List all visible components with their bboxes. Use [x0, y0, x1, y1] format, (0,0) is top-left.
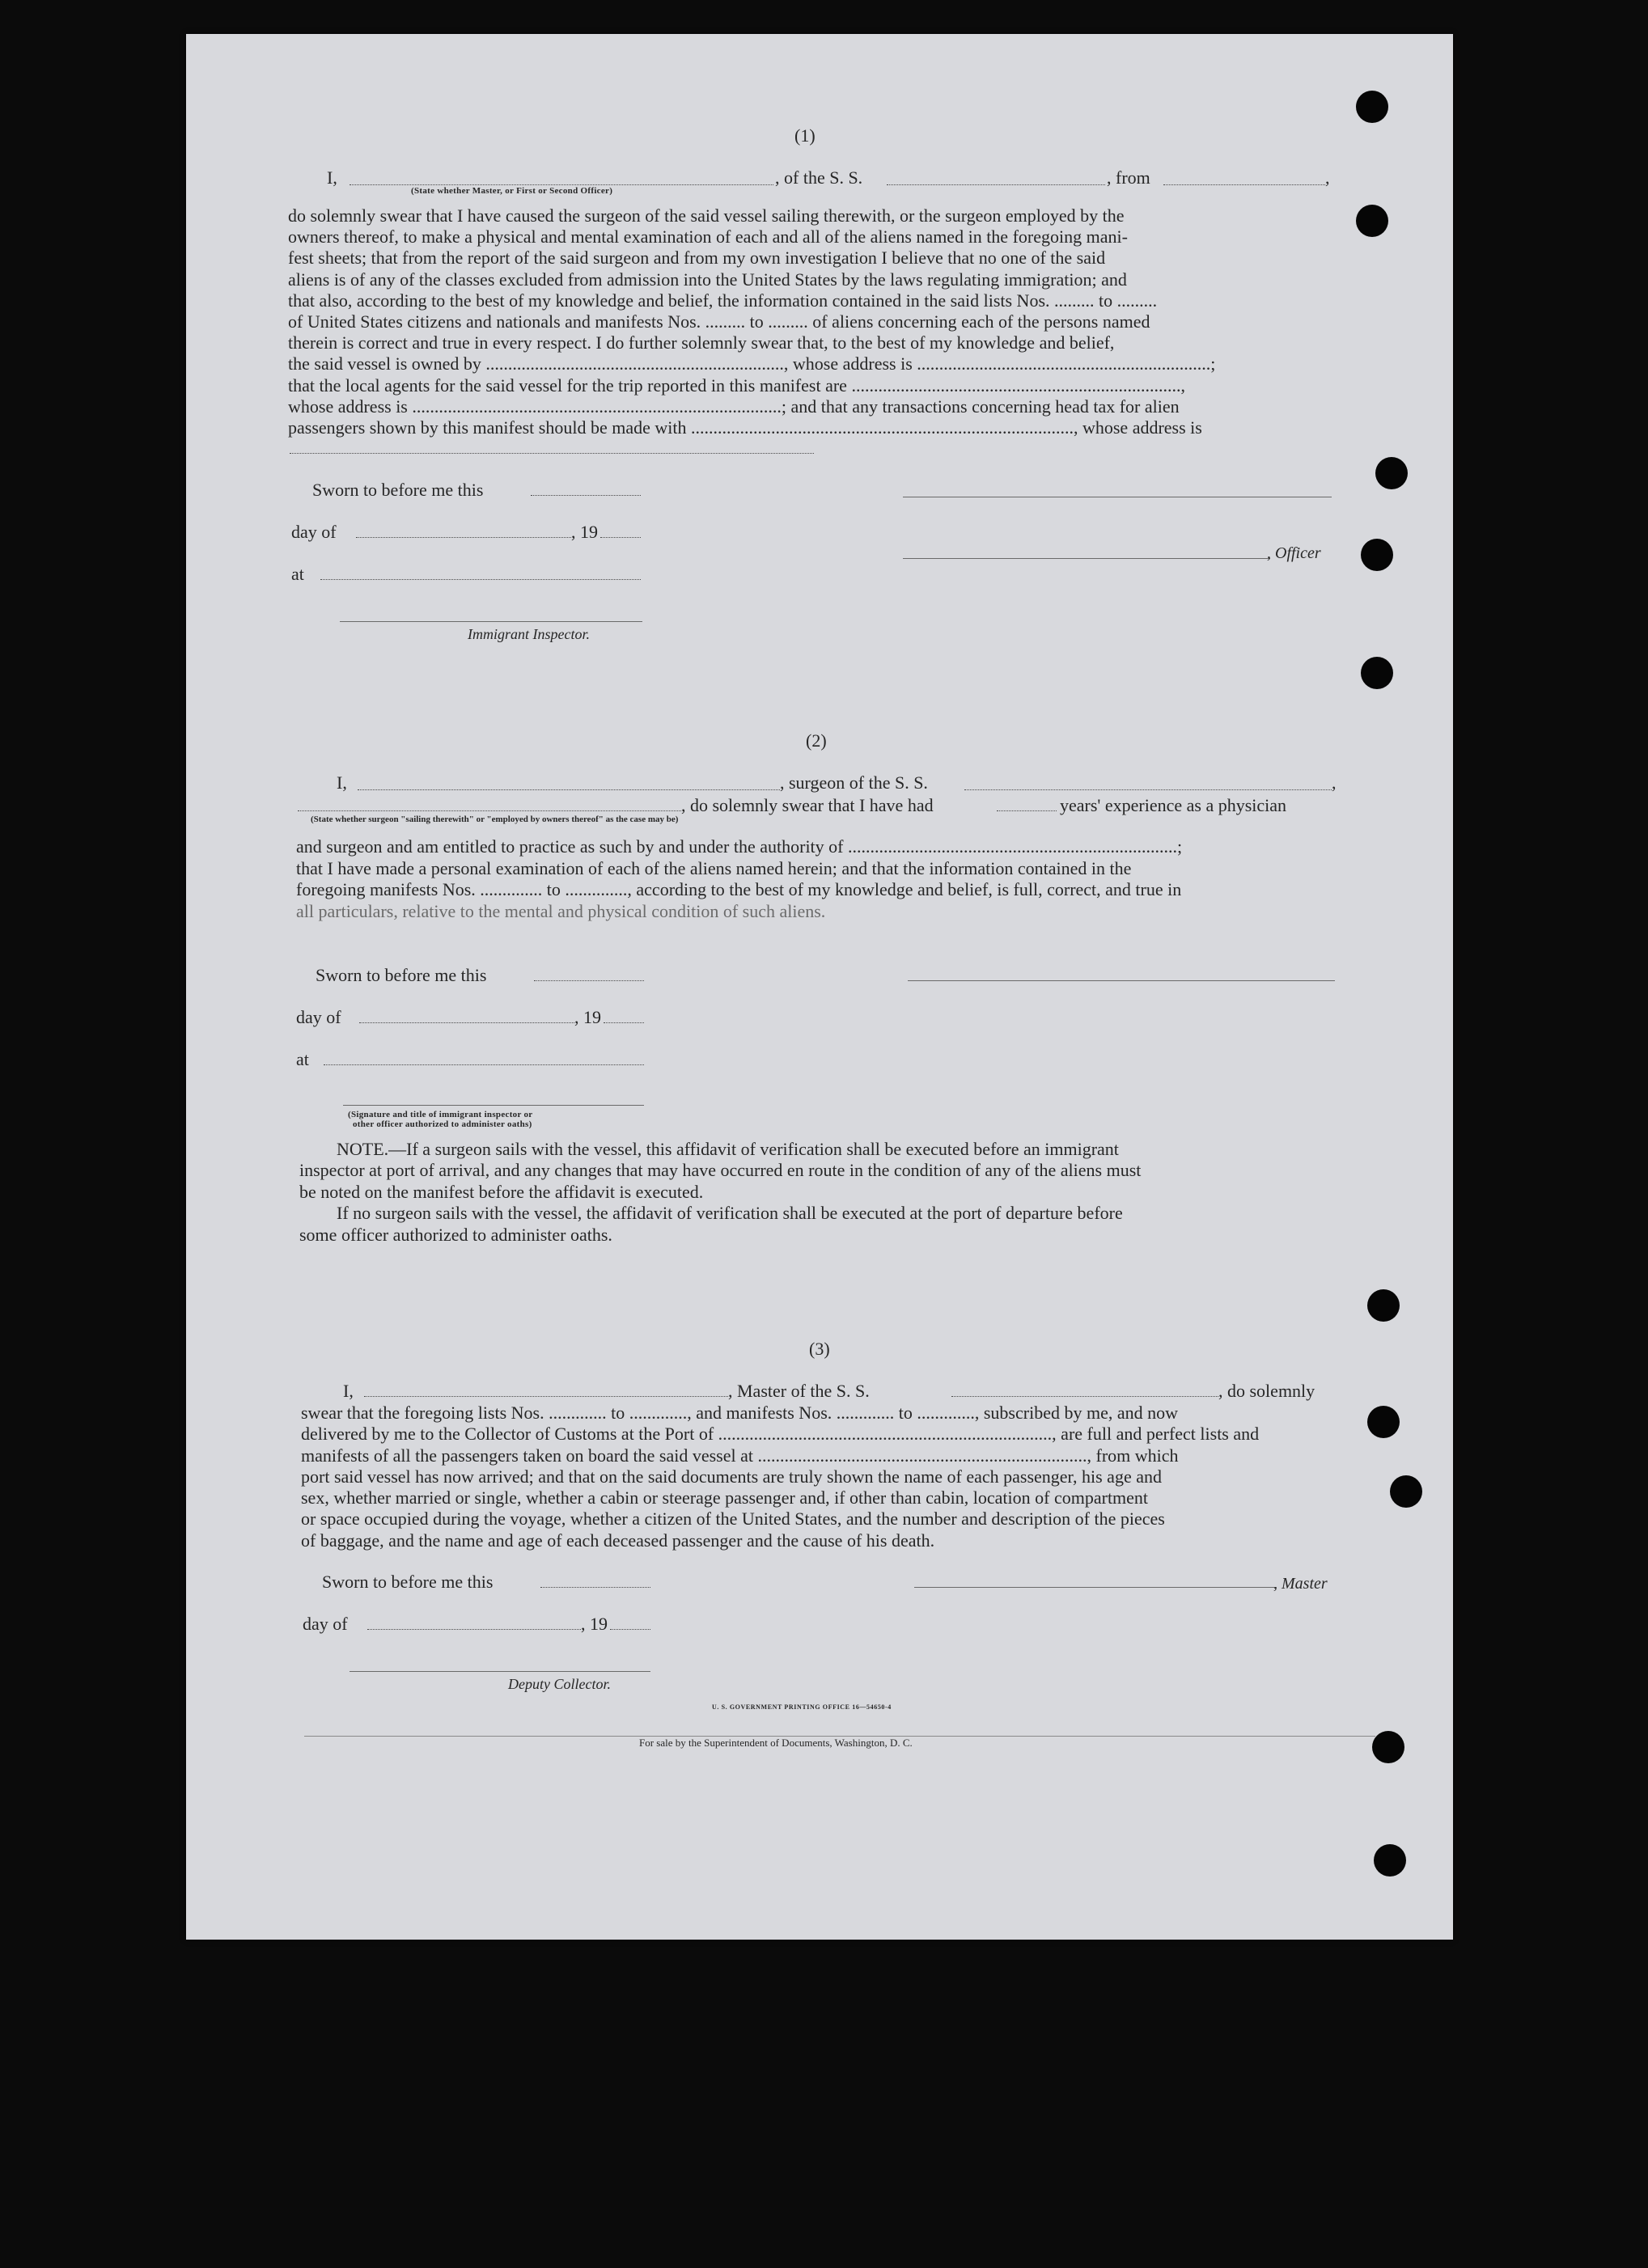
at-label: at: [291, 564, 304, 584]
officer-signature-line[interactable]: [903, 558, 1270, 559]
punch-hole: [1361, 657, 1393, 689]
body-line: whose address is ...................................................................................; and that any transactions concerning head tax for alien: [288, 396, 1180, 417]
section-3-i-label: I,: [343, 1381, 354, 1401]
sworn-date-field[interactable]: [540, 1587, 650, 1588]
body-line: all particulars, relative to the mental and physical condition of such aliens.: [296, 900, 826, 921]
printing-office-imprint: U. S. GOVERNMENT PRINTING OFFICE 16—54650-4: [712, 1703, 892, 1711]
body-line: manifests of all the passengers taken on board the said vessel at .........................................................................., from which: [301, 1445, 1179, 1466]
day-of-field[interactable]: [359, 1022, 574, 1023]
comma: ,: [1332, 772, 1337, 793]
punch-hole: [1356, 205, 1388, 237]
punch-hole: [1361, 539, 1393, 571]
comma: ,: [1325, 167, 1330, 188]
body-line: that also, according to the best of my knowledge and belief, the information contained in the said lists Nos. ......... to .........: [288, 290, 1158, 311]
sworn-label: Sworn to before me this: [316, 965, 487, 985]
section-3-body: [301, 1403, 1341, 1551]
surgeon-name-field[interactable]: [358, 789, 780, 790]
section-3-number: (3): [809, 1339, 830, 1359]
note-line: NOTE.—If a surgeon sails with the vessel, this affidavit of verification shall be executed before an immigrant: [337, 1139, 1119, 1159]
body-line: that I have made a personal examination of each of the aliens named herein; and that the information contained in the: [296, 857, 1132, 878]
day-of-label: day of: [303, 1614, 348, 1634]
surgeon-status-field[interactable]: [298, 810, 681, 811]
master-name-field[interactable]: [364, 1396, 728, 1397]
inspector-signature-line[interactable]: [343, 1105, 644, 1106]
day-of-label: day of: [296, 1007, 341, 1027]
body-line: of baggage, and the name and age of each deceased passenger and the cause of his death.: [301, 1530, 935, 1551]
years-experience-field[interactable]: [997, 810, 1057, 811]
body-line: that the local agents for the said vessel for the trip reported in this manifest are ..........................................................................,: [288, 374, 1185, 396]
master-signature-line[interactable]: [914, 1587, 1277, 1588]
surgeon-signature-line[interactable]: [908, 980, 1335, 981]
punch-hole: [1367, 1406, 1400, 1438]
year-label: , 19: [571, 522, 598, 542]
body-line: passengers shown by this manifest should be made with ......................................................................................, whose address is: [288, 417, 1202, 438]
punch-hole: [1367, 1289, 1400, 1322]
body-line: owners thereof, to make a physical and mental examination of each and all of the aliens named in the foregoing mani-: [288, 226, 1128, 248]
surgeon-status-note: (State whether surgeon "sailing therewith" or "employed by owners thereof" as the case may be): [311, 815, 679, 824]
signature-title-note: other officer authorized to administer oaths): [353, 1119, 532, 1129]
sworn-label: Sworn to before me this: [322, 1572, 494, 1592]
note-line: If no surgeon sails with the vessel, the affidavit of verification shall be executed at the port of departure before: [337, 1203, 1123, 1224]
punch-hole: [1372, 1731, 1404, 1763]
immigrant-inspector-label: Immigrant Inspector.: [468, 626, 590, 642]
body-line: delivered by me to the Collector of Customs at the Port of ..........................................................................., are full and perfect lists and: [301, 1424, 1260, 1445]
from-port-field[interactable]: [1163, 184, 1325, 185]
body-line: therein is correct and true in every respect. I do further solemnly swear that, to the best of my knowledge and belief,: [288, 332, 1115, 353]
body-line: do solemnly swear that I have caused the surgeon of the said vessel sailing therewith, or the surgeon employed by the: [288, 205, 1125, 226]
officer-title-note: (State whether Master, or First or Second Officer): [411, 186, 613, 196]
punch-hole: [1375, 457, 1408, 489]
note-block: [299, 1139, 1338, 1246]
at-label: at: [296, 1049, 309, 1069]
day-of-field[interactable]: [356, 537, 571, 538]
sworn-date-field[interactable]: [534, 980, 644, 981]
body-line: sex, whether married or single, whether a cabin or steerage passenger and, if other than cabin, location of compartment: [301, 1487, 1149, 1508]
inspector-signature-line[interactable]: [340, 621, 642, 622]
year-label: , 19: [574, 1007, 601, 1027]
deputy-signature-line[interactable]: [350, 1671, 650, 1672]
master-of-label: , Master of the S. S.: [728, 1381, 870, 1401]
year-field[interactable]: [610, 1629, 650, 1630]
section-1-number: (1): [794, 125, 816, 146]
day-of-field[interactable]: [367, 1629, 581, 1630]
sale-notice: For sale by the Superintendent of Documents, Washington, D. C.: [639, 1737, 913, 1749]
at-place-field[interactable]: [320, 579, 641, 580]
do-solemnly-label: , do solemnly swear that I have had: [681, 795, 934, 815]
of-ss-label: , of the S. S.: [775, 167, 863, 188]
note-line: be noted on the manifest before the affidavit is executed.: [299, 1181, 704, 1202]
section-2-number: (2): [806, 730, 827, 751]
officer-name-field[interactable]: [350, 184, 773, 185]
year-field[interactable]: [600, 537, 641, 538]
body-line: the said vessel is owned by ..................................................................., whose address is ..................................................................;: [288, 353, 1216, 374]
year-label: , 19: [581, 1614, 608, 1634]
body-line: or space occupied during the voyage, whether a citizen of the United States, and the number and description of the pieces: [301, 1508, 1165, 1530]
note-line: inspector at port of arrival, and any changes that may have occurred en route in the condition of any of the aliens must: [299, 1160, 1142, 1181]
address-continuation-field[interactable]: [290, 453, 814, 454]
sworn-label: Sworn to before me this: [312, 480, 484, 500]
years-experience-label: years' experience as a physician: [1060, 795, 1287, 815]
signature-title-note: (Signature and title of immigrant inspector or: [348, 1110, 533, 1119]
body-line: of United States citizens and nationals and manifests Nos. ......... to ......... of aliens concerning each of the persons named: [288, 311, 1150, 332]
master-vessel-field[interactable]: [951, 1396, 1218, 1397]
punch-hole: [1374, 1844, 1406, 1877]
body-line: fest sheets; that from the report of the said surgeon and from my own investigation I believe that no one of the said: [288, 248, 1106, 269]
body-line: port said vessel has now arrived; and that on the said documents are truly shown the name of each passenger, his age and: [301, 1466, 1162, 1487]
body-line: and surgeon and am entitled to practice as such by and under the authority of ..........................................................................;: [296, 836, 1183, 857]
at-place-field[interactable]: [324, 1064, 644, 1065]
punch-hole: [1390, 1475, 1422, 1508]
master-label: , Master: [1273, 1575, 1328, 1593]
do-solemnly-label: , do solemnly: [1218, 1381, 1315, 1401]
section-1-i-label: I,: [327, 167, 337, 188]
sworn-date-field[interactable]: [531, 495, 641, 496]
officer-label: , Officer: [1267, 544, 1321, 562]
year-field[interactable]: [604, 1022, 644, 1023]
section-2-body: [296, 836, 1337, 922]
from-label: , from: [1107, 167, 1150, 188]
deputy-collector-label: Deputy Collector.: [508, 1676, 611, 1692]
section-2-i-label: I,: [337, 772, 347, 793]
day-of-label: day of: [291, 522, 337, 542]
body-line: foregoing manifests Nos. .............. to .............., according to the best of my knowledge and belief, is full, correct, and true in: [296, 879, 1182, 900]
body-line: aliens is of any of the classes excluded from admission into the United States by the laws regulating immigration; and: [288, 269, 1127, 290]
surgeon-of-label: , surgeon of the S. S.: [780, 772, 928, 793]
vessel-name-field[interactable]: [887, 184, 1105, 185]
section-1-body: [288, 205, 1332, 438]
note-line: some officer authorized to administer oaths.: [299, 1224, 612, 1245]
surgeon-vessel-field[interactable]: [964, 789, 1332, 790]
body-line: swear that the foregoing lists Nos. ............. to ............., and manifests Nos. ............. to ............., subscribed by me, and now: [301, 1403, 1178, 1423]
punch-hole: [1356, 91, 1388, 123]
